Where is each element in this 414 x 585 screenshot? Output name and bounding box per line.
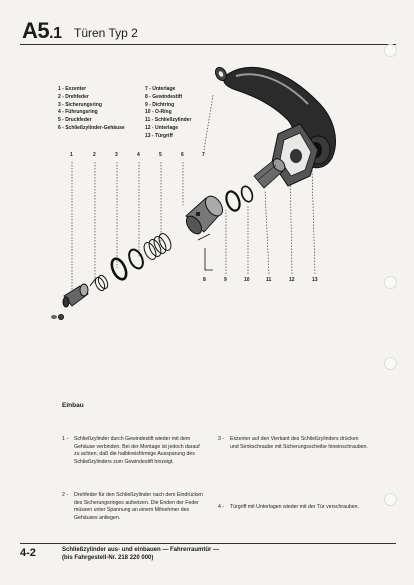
leader-lines xyxy=(72,95,315,298)
step-number: 3 - xyxy=(218,436,225,442)
section-title: Türen Typ 2 xyxy=(74,26,138,40)
section-heading: Einbau xyxy=(62,402,84,409)
legend-item: 8 - Gewindestift xyxy=(145,93,183,100)
callout-9: 9 xyxy=(224,277,227,283)
legend-item: 10 - O-Ring xyxy=(145,109,172,116)
torsion-spring-part xyxy=(90,274,110,292)
footer-rule xyxy=(20,543,396,544)
section-code-sub: .1 xyxy=(49,25,62,42)
legend-item: 5 - Druckfeder xyxy=(58,117,92,124)
callout-10: 10 xyxy=(244,277,250,283)
legend-item: 7 - Unterlage xyxy=(145,86,176,92)
callout-1: 1 xyxy=(70,152,73,158)
legend-item: 1 - Exzenter xyxy=(58,86,87,92)
callout-2: 2 xyxy=(93,152,96,158)
step-text: Exzenter auf den Vierkant des Schließzylinders drücken und Senkschraube mit Sicherungsscheibe hineinschrauben. xyxy=(230,436,368,450)
callout-3: 3 xyxy=(115,152,118,158)
step-text: Drehfeder für den Schließzylinder nach dem Eindrücken des Sicherungsringes aufsetzen. Die Enden der Feder müssen unter Spannung an einem Mitnehmer des Gehäuses anliegen. xyxy=(74,492,203,521)
circlip-part xyxy=(109,256,129,281)
callout-5: 5 xyxy=(159,152,162,158)
seal-ring-part xyxy=(224,190,242,213)
step-number: 4 - xyxy=(218,504,225,510)
footer-line-1: Schließzylinder aus- und einbauen — Fahrerraumtür — xyxy=(62,547,220,553)
callout-12: 12 xyxy=(289,277,295,283)
callout-11: 11 xyxy=(266,277,272,283)
legend-item: 12 - Unterlage xyxy=(145,124,179,131)
install-step-3 xyxy=(218,436,368,451)
legend-item: 13 - Türgriff xyxy=(145,132,173,139)
compression-spring-part xyxy=(142,232,174,262)
leader-bracket xyxy=(198,234,213,270)
page-number: 4-2 xyxy=(20,547,36,559)
legend-item: 2 - Drehfeder xyxy=(58,93,89,100)
legend-item: 11 - Schließzylinder xyxy=(145,117,192,124)
guide-ring-part xyxy=(126,247,145,270)
step-text: Schließzylinder durch Gewindestift wieder mit dem Gehäuse verbinden. Bei der Montage ist jedoch darauf zu achten, daß die halbkreisförmige Aussparung des Schließzylinders zum Gewindestift hinzeigt. xyxy=(74,436,200,465)
cylinder-housing-part xyxy=(183,193,226,237)
callout-7: 7 xyxy=(202,152,205,158)
install-step-2 xyxy=(62,492,204,522)
callout-6: 6 xyxy=(181,152,184,158)
legend-item: 6 - Schließzylinder-Gehäuse xyxy=(58,124,125,131)
callout-8: 8 xyxy=(203,277,206,283)
install-step-4 xyxy=(218,504,368,512)
o-ring-part xyxy=(240,185,255,203)
install-step-1 xyxy=(62,436,204,466)
step-number: 1 - xyxy=(62,436,69,442)
footer-line-2: (bis Fahrgestell-Nr. 218 220 000) xyxy=(62,555,154,561)
callout-4: 4 xyxy=(137,152,140,158)
callout-13: 13 xyxy=(312,277,318,283)
step-number: 2 - xyxy=(62,492,69,498)
section-code-main: A5 xyxy=(22,18,50,43)
footer-caption xyxy=(62,546,219,562)
legend-item: 3 - Sicherungsring xyxy=(58,101,102,108)
legend-item: 4 - Führungsring xyxy=(58,109,98,116)
step-text: Türgriff mit Unterlagen wieder mit der Tür verschrauben. xyxy=(230,504,359,510)
legend-item: 9 - Dichtring xyxy=(145,101,175,108)
countersunk-screw-part xyxy=(59,315,64,320)
eccentric-part xyxy=(51,284,88,320)
